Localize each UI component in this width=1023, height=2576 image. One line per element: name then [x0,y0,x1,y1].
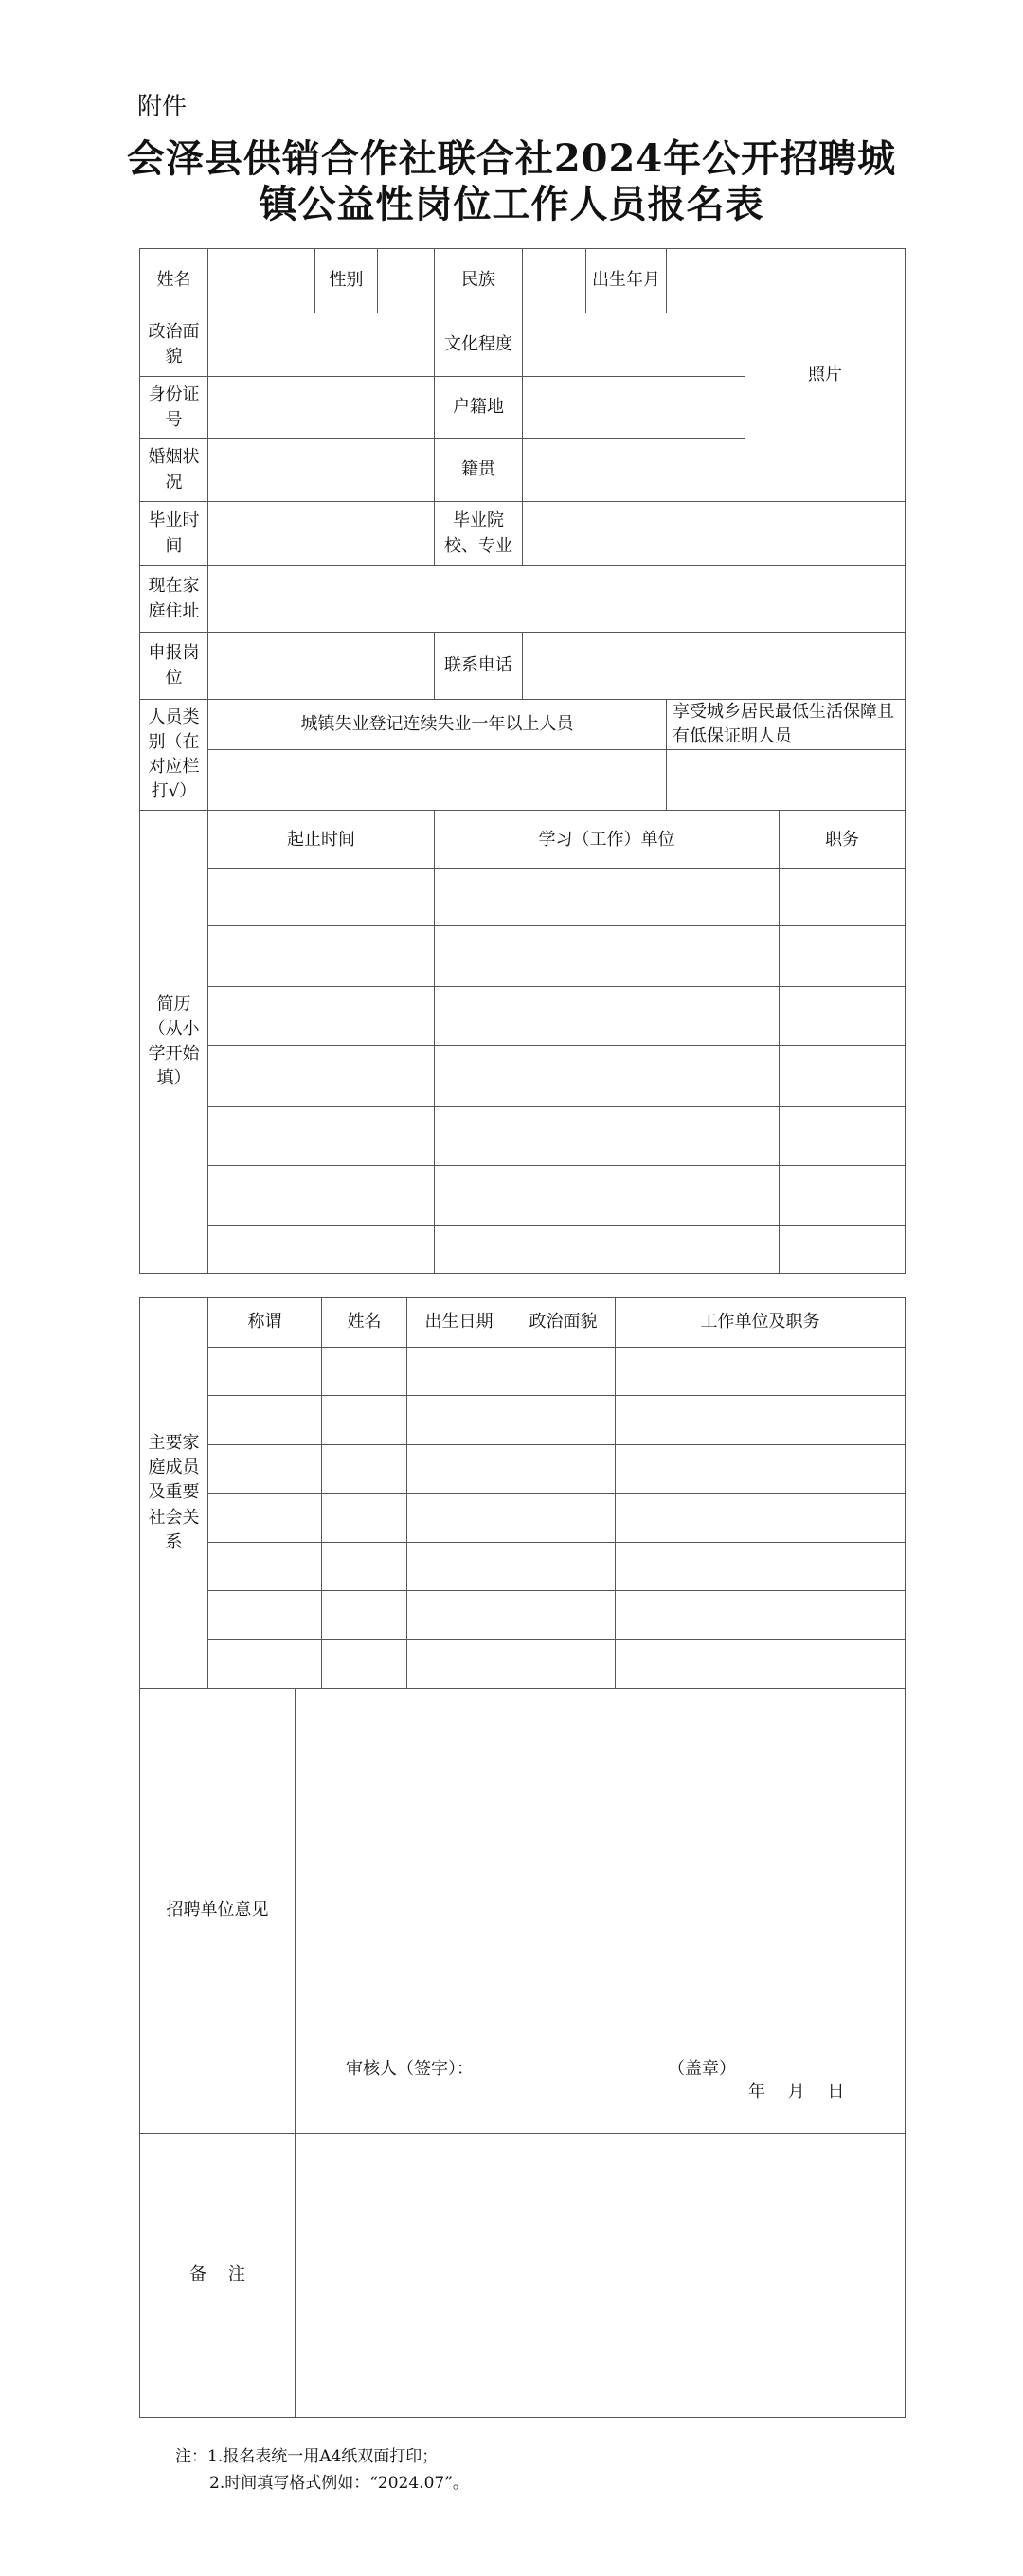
resume-row [140,1166,906,1226]
family-cell[interactable] [208,1348,322,1396]
family-cell[interactable] [512,1445,616,1494]
gender-field[interactable] [378,249,435,313]
resume-row [140,926,906,987]
family-cell[interactable] [208,1543,322,1591]
resume-cell[interactable] [208,987,435,1046]
resume-row [140,987,906,1046]
resume-cell[interactable] [208,1046,435,1107]
family-cell[interactable] [512,1640,616,1689]
marital-label: 婚姻状况 [140,439,208,502]
remarks-label: 备 注 [140,2134,296,2418]
family-cell[interactable] [616,1640,906,1689]
family-cell[interactable] [512,1591,616,1640]
hukou-field[interactable] [523,377,745,439]
resume-cell[interactable] [208,1107,435,1166]
family-header-birth: 出生日期 [407,1298,512,1348]
family-cell[interactable] [322,1543,407,1591]
native-place-field[interactable] [523,439,745,502]
family-cell[interactable] [512,1543,616,1591]
family-cell[interactable] [616,1591,906,1640]
family-row [140,1591,906,1640]
family-cell[interactable] [616,1494,906,1543]
footnote-line1: 注：1.报名表统一用A4纸双面打印； [175,2447,439,2466]
grad-time-field[interactable] [208,502,435,566]
resume-cell[interactable] [780,1107,906,1166]
family-cell[interactable] [616,1348,906,1396]
date-label: 年 月 日 [748,2082,845,2102]
birth-field[interactable] [667,249,745,313]
form-title-line1: 会泽县供销合作社联合社2024年公开招聘城 [126,136,897,181]
phone-field[interactable] [523,633,906,700]
family-cell[interactable] [322,1494,407,1543]
family-row [140,1348,906,1396]
resume-cell[interactable] [435,987,780,1046]
remarks-field[interactable] [296,2134,906,2418]
grad-school-field[interactable] [523,502,906,566]
grad-school-label: 毕业院校、专业 [435,502,523,566]
resume-cell[interactable] [780,869,906,926]
footnote-line2: 2.时间填写格式例如：“2024.07”。 [209,2474,469,2494]
id-number-field[interactable] [208,377,435,439]
id-number-label: 身份证号 [140,377,208,439]
family-opinion-table [139,1297,906,2418]
birth-label: 出生年月 [586,249,667,313]
resume-cell[interactable] [780,926,906,987]
family-cell[interactable] [616,1396,906,1445]
resume-cell[interactable] [208,1166,435,1226]
resume-cell[interactable] [780,1226,906,1274]
gender-label: 性别 [315,249,378,313]
family-row [140,1494,906,1543]
phone-label: 联系电话 [435,633,523,700]
family-header-politics: 政治面貌 [512,1298,616,1348]
family-cell[interactable] [407,1543,512,1591]
resume-cell[interactable] [780,1166,906,1226]
family-label: 主要家庭成员及重要社会关系 [140,1298,208,1689]
resume-cell[interactable] [435,1107,780,1166]
family-cell[interactable] [322,1640,407,1689]
family-cell[interactable] [208,1640,322,1689]
family-header-work: 工作单位及职务 [616,1298,906,1348]
resume-cell[interactable] [435,1046,780,1107]
address-field[interactable] [208,566,906,633]
family-cell[interactable] [512,1348,616,1396]
family-header-relation: 称谓 [208,1298,322,1348]
seal-label: （盖章） [668,2059,736,2079]
family-cell[interactable] [322,1591,407,1640]
family-cell[interactable] [407,1348,512,1396]
family-cell[interactable] [616,1445,906,1494]
category-check-unemployed[interactable] [208,750,667,811]
resume-row [140,1107,906,1166]
education-field[interactable] [523,313,745,377]
hukou-label: 户籍地 [435,377,523,439]
politics-field[interactable] [208,313,435,377]
category-check-low-income[interactable] [667,750,906,811]
name-field[interactable] [208,249,315,313]
category-option-unemployed: 城镇失业登记连续失业一年以上人员 [208,700,667,750]
family-cell[interactable] [322,1348,407,1396]
family-header-name: 姓名 [322,1298,407,1348]
reviewer-signature-label: 审核人（签字）： [346,2059,474,2079]
form-title-line2: 镇公益性岗位工作人员报名表 [259,182,764,226]
ethnicity-field[interactable] [523,249,586,313]
category-option-low-income: 享受城乡居民最低生活保障且有低保证明人员 [667,700,906,750]
family-cell[interactable] [407,1494,512,1543]
family-cell[interactable] [407,1591,512,1640]
marital-field[interactable] [208,439,435,502]
politics-label: 政治面貌 [140,313,208,377]
position-label: 申报岗位 [140,633,208,700]
education-label: 文化程度 [435,313,523,377]
family-row [140,1543,906,1591]
ethnicity-label: 民族 [435,249,523,313]
family-cell[interactable] [407,1445,512,1494]
family-row [140,1396,906,1445]
family-cell[interactable] [407,1396,512,1445]
family-cell[interactable] [322,1396,407,1445]
resume-header-period: 起止时间 [208,811,435,869]
opinion-label: 招聘单位意见 [140,1689,296,2134]
personal-info-table [139,248,906,1274]
resume-cell[interactable] [208,869,435,926]
resume-row [140,1226,906,1274]
resume-cell[interactable] [435,869,780,926]
native-place-label: 籍贯 [435,439,523,502]
family-cell[interactable] [407,1640,512,1689]
resume-cell[interactable] [435,1226,780,1274]
resume-header-post: 职务 [780,811,906,869]
resume-cell[interactable] [208,1226,435,1274]
address-label: 现在家庭住址 [140,566,208,633]
attachment-label: 附件 [137,93,188,121]
footnote [175,2443,469,2496]
resume-cell[interactable] [435,926,780,987]
position-field[interactable] [208,633,435,700]
family-cell[interactable] [208,1591,322,1640]
grad-time-label: 毕业时间 [140,502,208,566]
resume-cell[interactable] [208,926,435,987]
family-cell[interactable] [512,1396,616,1445]
resume-cell[interactable] [435,1166,780,1226]
resume-header-unit: 学习（工作）单位 [435,811,780,869]
family-cell[interactable] [512,1494,616,1543]
family-cell[interactable] [208,1494,322,1543]
photo-box[interactable]: 照片 [745,249,906,502]
resume-cell[interactable] [780,987,906,1046]
name-label: 姓名 [140,249,208,313]
resume-row [140,869,906,926]
family-cell[interactable] [616,1543,906,1591]
category-label: 人员类别（在对应栏打√） [140,700,208,811]
family-row [140,1640,906,1689]
family-row [140,1445,906,1494]
family-cell[interactable] [208,1445,322,1494]
family-cell[interactable] [208,1396,322,1445]
resume-cell[interactable] [780,1046,906,1107]
resume-row [140,1046,906,1107]
resume-label: 简历（从小学开始填） [140,811,208,1274]
family-cell[interactable] [322,1445,407,1494]
